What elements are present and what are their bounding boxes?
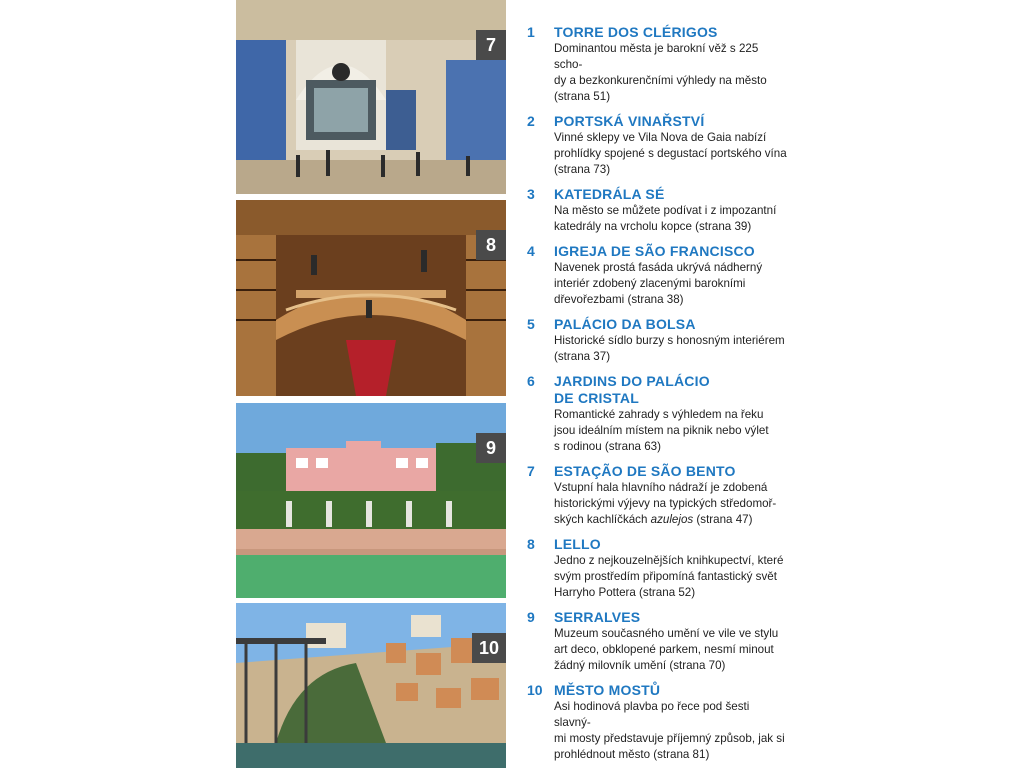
item-description: Vinné sklepy ve Vila Nova de Gaia nabízí prohlídky spojené s degustací portského vína (strana 73) [554,131,787,176]
item-number: 1 [527,24,535,40]
list-item [527,463,787,528]
list-item [527,186,787,235]
item-number: 10 [527,682,543,698]
item-description: Historické sídlo burzy s honosným interiérem (strana 37) [554,334,785,363]
list-item [527,373,787,455]
train-station-hall-photo [236,0,506,194]
item-description: Vstupní hala hlavního nádraží je zdobená historickými výjevy na typických středomoř- ských kachlíčkách azulejos (strana 47) [554,481,777,526]
item-title: IGREJA DE SÃO FRANCISCO [554,243,755,259]
list-item [527,609,787,674]
item-number: 6 [527,373,535,389]
item-number: 7 [527,463,535,479]
item-title: KATEDRÁLA SÉ [554,186,665,202]
list-item [527,682,787,763]
item-description: Muzeum současného umění ve vile ve stylu art deco, obklopené parkem, nesmí minout žádný milovník umění (strana 70) [554,627,779,672]
item-number: 9 [527,609,535,625]
item-number: 4 [527,243,535,259]
item-description: Asi hodinová plavba po řece pod šesti slavný- mi mosty představuje příjemný způsob, jak si prohlédnout město (strana 81) [554,700,785,761]
list-item [527,536,787,601]
item-title: PORTSKÁ VINAŘSTVÍ [554,113,705,129]
bookstore-interior-photo [236,200,506,396]
museum-villa-garden-photo [236,403,506,598]
item-number: 2 [527,113,535,129]
item-number: 5 [527,316,535,332]
list-item [527,316,787,365]
list-item [527,243,787,308]
item-description: Navenek prostá fasáda ukrývá nádherný interiér zdobený zlacenými barokními dřevořezbami (strana 38) [554,261,763,306]
item-description: Jedno z nejkouzelnějších knihkupectví, které svým prostředím připomíná fantastický svět Harryho Pottera (strana 52) [554,554,784,599]
item-number: 3 [527,186,535,202]
photo-badge: 9 [476,433,506,463]
item-title: TORRE DOS CLÉRIGOS [554,24,718,40]
photo-badge: 7 [476,30,506,60]
city-riverside-bridge-photo [236,603,506,768]
item-description: Romantické zahrady s výhledem na řeku jsou ideálním místem na piknik nebo výlet s rodinou (strana 63) [554,408,769,453]
item-description: Na město se můžete podívat i z impozantní katedrály na vrcholu kopce (strana 39) [554,204,777,233]
item-title: PALÁCIO DA BOLSA [554,316,696,332]
list-item [527,24,787,105]
photo-badge: 10 [472,633,506,663]
photo-column [236,0,506,768]
list-item [527,113,787,178]
item-title: ESTAÇÃO DE SÃO BENTO [554,463,736,479]
photo-badge: 8 [476,230,506,260]
top-ten-list [527,24,787,763]
item-title: JARDINS DO PALÁCIO DE CRISTAL [554,373,710,406]
item-title: SERRALVES [554,609,641,625]
item-number: 8 [527,536,535,552]
item-title: MĚSTO MOSTŮ [554,682,661,698]
item-title: LELLO [554,536,601,552]
item-description: Dominantou města je barokní věž s 225 scho- dy a bezkonkurenčními výhledy na město (strana 51) [554,42,767,103]
